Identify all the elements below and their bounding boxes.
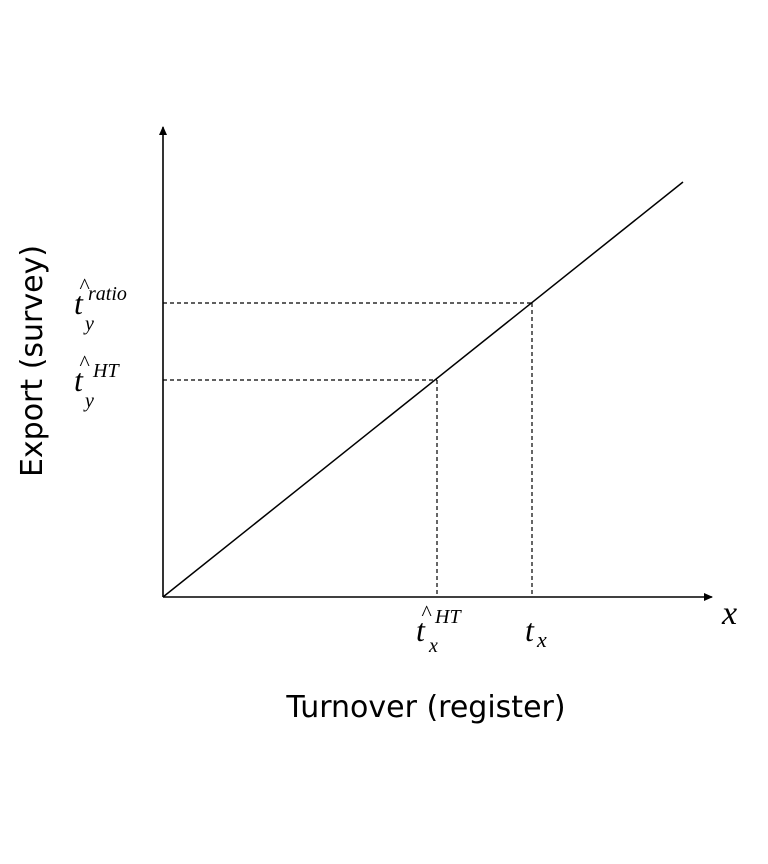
svg-text:t: t xyxy=(525,612,534,648)
x-label-true-total xyxy=(525,612,547,652)
svg-text:t: t xyxy=(416,612,425,648)
svg-text:t: t xyxy=(74,362,83,398)
svg-text:y: y xyxy=(85,313,94,335)
svg-text:^: ^ xyxy=(421,600,431,625)
x-axis-symbol: x xyxy=(722,595,738,632)
x-label-ht-estimate xyxy=(416,600,462,657)
svg-text:HT: HT xyxy=(93,360,119,382)
y-axis-title: Export (survey) xyxy=(15,244,50,478)
svg-text:HT: HT xyxy=(435,606,461,628)
svg-text:^: ^ xyxy=(79,273,89,298)
svg-text:t: t xyxy=(74,285,83,321)
y-label-ratio-estimate xyxy=(74,273,127,335)
y-label-ht-estimate xyxy=(74,350,120,412)
svg-text:^: ^ xyxy=(79,350,89,375)
svg-text:y: y xyxy=(85,390,94,412)
svg-text:ratio: ratio xyxy=(88,283,127,305)
ratio-line xyxy=(163,182,683,597)
x-axis-title: Turnover (register) xyxy=(286,690,566,725)
svg-text:x: x xyxy=(537,627,547,652)
svg-text:x: x xyxy=(429,635,438,657)
